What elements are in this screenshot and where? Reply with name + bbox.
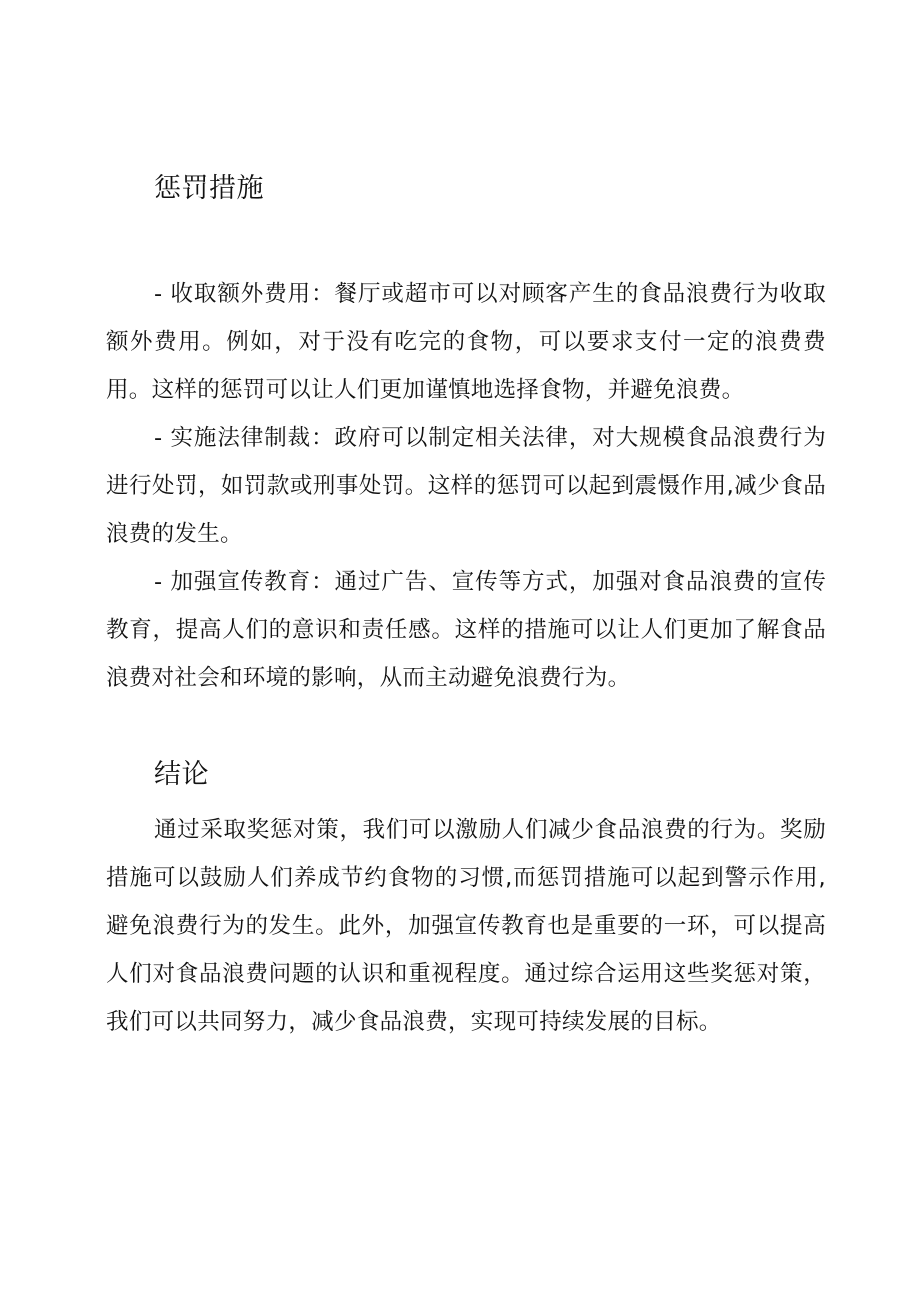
penalty-item-publicity-education: - 加强宣传教育：通过广告、宣传等方式，加强对食品浪费的宣传教育，提高人们的意识和责任感。这样的措施可以让人们更加了解食品浪费对社会和环境的影响，从而主动避免浪费行为。 <box>106 569 826 691</box>
conclusion-paragraph: 通过采取奖惩对策，我们可以激励人们减少食品浪费的行为。奖励措施可以鼓励人们养成节约食物的习惯,而惩罚措施可以起到警示作用,避免浪费行为的发生。此外，加强宣传教育也是重要的一环，可以提高人们对食品浪费问题的认识和重视程度。通过综合运用这些奖惩对策，我们可以共同努力，减少食品浪费，实现可持续发展的目标。 <box>106 817 826 1035</box>
conclusion-section-body <box>106 806 826 1046</box>
penalty-section-heading: 惩罚措施 <box>154 173 264 204</box>
conclusion-section-heading: 结论 <box>154 759 209 790</box>
penalty-section-body <box>106 270 826 702</box>
penalty-item-legal-sanction: - 实施法律制裁：政府可以制定相关法律，对大规模食品浪费行为进行处罚，如罚款或刑事处罚。这样的惩罚可以起到震慑作用,减少食品浪费的发生。 <box>106 425 826 547</box>
penalty-item-extra-fee: - 收取额外费用：餐厅或超市可以对顾客产生的食品浪费行为收取额外费用。例如，对于没有吃完的食物，可以要求支付一定的浪费费用。这样的惩罚可以让人们更加谨慎地选择食物，并避免浪费。 <box>106 281 826 403</box>
